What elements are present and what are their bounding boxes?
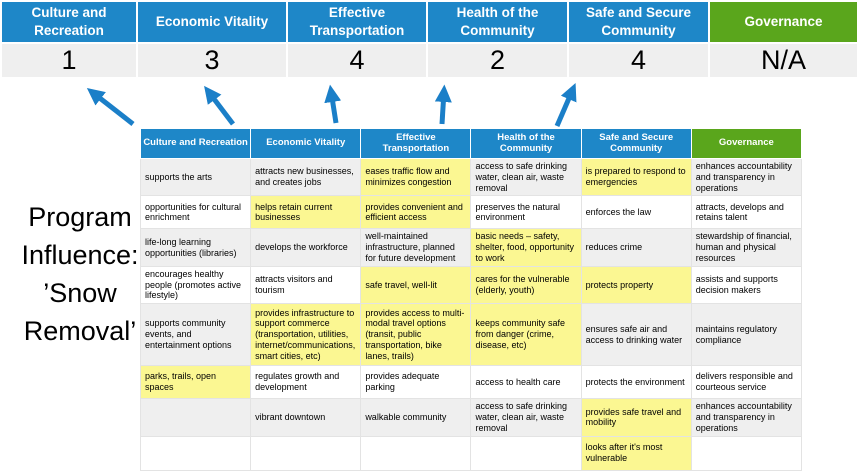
summary-score: 1 [2,44,136,77]
influence-arrows [0,78,859,132]
matrix-cell: regulates growth and development [251,366,361,399]
matrix-cell: walkable community [361,399,471,436]
table-row [141,304,802,366]
matrix-cell: reduces crime [581,229,691,266]
summary-score: 4 [288,44,426,77]
matrix-column-header: Governance [691,129,801,159]
table-row [141,399,802,436]
summary-score: N/A [710,44,857,77]
matrix-cell: cares for the vulnerable (elderly, youth) [471,266,581,303]
up-arrow-icon [208,91,233,124]
matrix-cell: opportunities for cultural enrichment [141,196,251,229]
matrix-cell: maintains regulatory compliance [691,304,801,366]
matrix-cell: basic needs – safety, shelter, food, opportunity to work [471,229,581,266]
label-line: ’Snow [43,278,117,308]
label-line: Program [28,202,132,232]
summary-header: Health of the Community [428,2,567,42]
matrix-cell: preserves the natural environment [471,196,581,229]
matrix-cell: well-maintained infrastructure, planned for future development [361,229,471,266]
table-row [141,196,802,229]
matrix-cell: access to health care [471,366,581,399]
summary-header: Safe and Secure Community [569,2,708,42]
matrix-cell: supports community events, and entertainment options [141,304,251,366]
matrix-header-row [141,129,802,159]
matrix-cell: access to safe drinking water, clean air, waste removal [471,399,581,436]
up-arrow-icon [557,89,573,126]
matrix-cell: stewardship of financial, human and physical resources [691,229,801,266]
matrix-cell: encourages healthy people (promotes active lifestyle) [141,266,251,303]
matrix-cell: parks, trails, open spaces [141,366,251,399]
summary-header: Effective Transportation [288,2,426,42]
matrix-column-header: Safe and Secure Community [581,129,691,159]
up-arrow-icon [331,91,336,123]
matrix-cell: provides access to multi-modal travel options (transit, public transportation, bike lanes, trails) [361,304,471,366]
matrix-cell: provides infrastructure to support commerce (transportation, utilities, internet/communications, smart cities, etc) [251,304,361,366]
summary-score: 4 [569,44,708,77]
matrix-cell: supports the arts [141,159,251,196]
matrix-cell: attracts, develops and retains talent [691,196,801,229]
matrix-cell: attracts visitors and tourism [251,266,361,303]
up-arrow-icon [92,92,133,124]
program-influence-label [5,198,155,350]
label-line: Influence: [21,240,139,270]
matrix-cell: enhances accountability and transparency in operations [691,399,801,436]
label-line: Removal’ [23,316,137,346]
program-matrix [140,128,802,471]
summary-header-row [2,2,857,42]
summary-header: Economic Vitality [138,2,286,42]
matrix-cell: eases traffic flow and minimizes congestion [361,159,471,196]
matrix-cell: vibrant downtown [251,399,361,436]
matrix-column-header: Health of the Community [471,129,581,159]
summary-score-row [2,44,857,77]
matrix-column-header: Effective Transportation [361,129,471,159]
matrix-cell: attracts new businesses, and creates jobs [251,159,361,196]
summary-score: 2 [428,44,567,77]
matrix-body [141,159,802,471]
summary-score: 3 [138,44,286,77]
matrix-cell: delivers responsible and courteous service [691,366,801,399]
matrix-cell: enforces the law [581,196,691,229]
matrix-cell: provides adequate parking [361,366,471,399]
matrix-cell [141,399,251,436]
summary-table [2,2,857,77]
table-row [141,229,802,266]
matrix-cell: provides safe travel and mobility [581,399,691,436]
matrix-cell: keeps community safe from danger (crime, disease, etc) [471,304,581,366]
matrix-cell: protects property [581,266,691,303]
matrix-column-header: Culture and Recreation [141,129,251,159]
matrix-cell: is prepared to respond to emergencies [581,159,691,196]
matrix-cell: life-long learning opportunities (libraries) [141,229,251,266]
table-row [141,366,802,399]
summary-header: Culture and Recreation [2,2,136,42]
matrix-cell: ensures safe air and access to drinking water [581,304,691,366]
matrix-cell: looks after it's most vulnerable [581,436,691,470]
matrix-column-header: Economic Vitality [251,129,361,159]
matrix-cell: access to safe drinking water, clean air, waste removal [471,159,581,196]
summary-header: Governance [710,2,857,42]
table-row [141,266,802,303]
matrix-cell: enhances accountability and transparency in operations [691,159,801,196]
table-row [141,159,802,196]
matrix-cell: protects the environment [581,366,691,399]
matrix-cell: develops the workforce [251,229,361,266]
matrix-cell: helps retain current businesses [251,196,361,229]
up-arrow-icon [442,91,444,124]
matrix-cell: safe travel, well-lit [361,266,471,303]
matrix-cell: assists and supports decision makers [691,266,801,303]
matrix-cell: provides convenient and efficient access [361,196,471,229]
